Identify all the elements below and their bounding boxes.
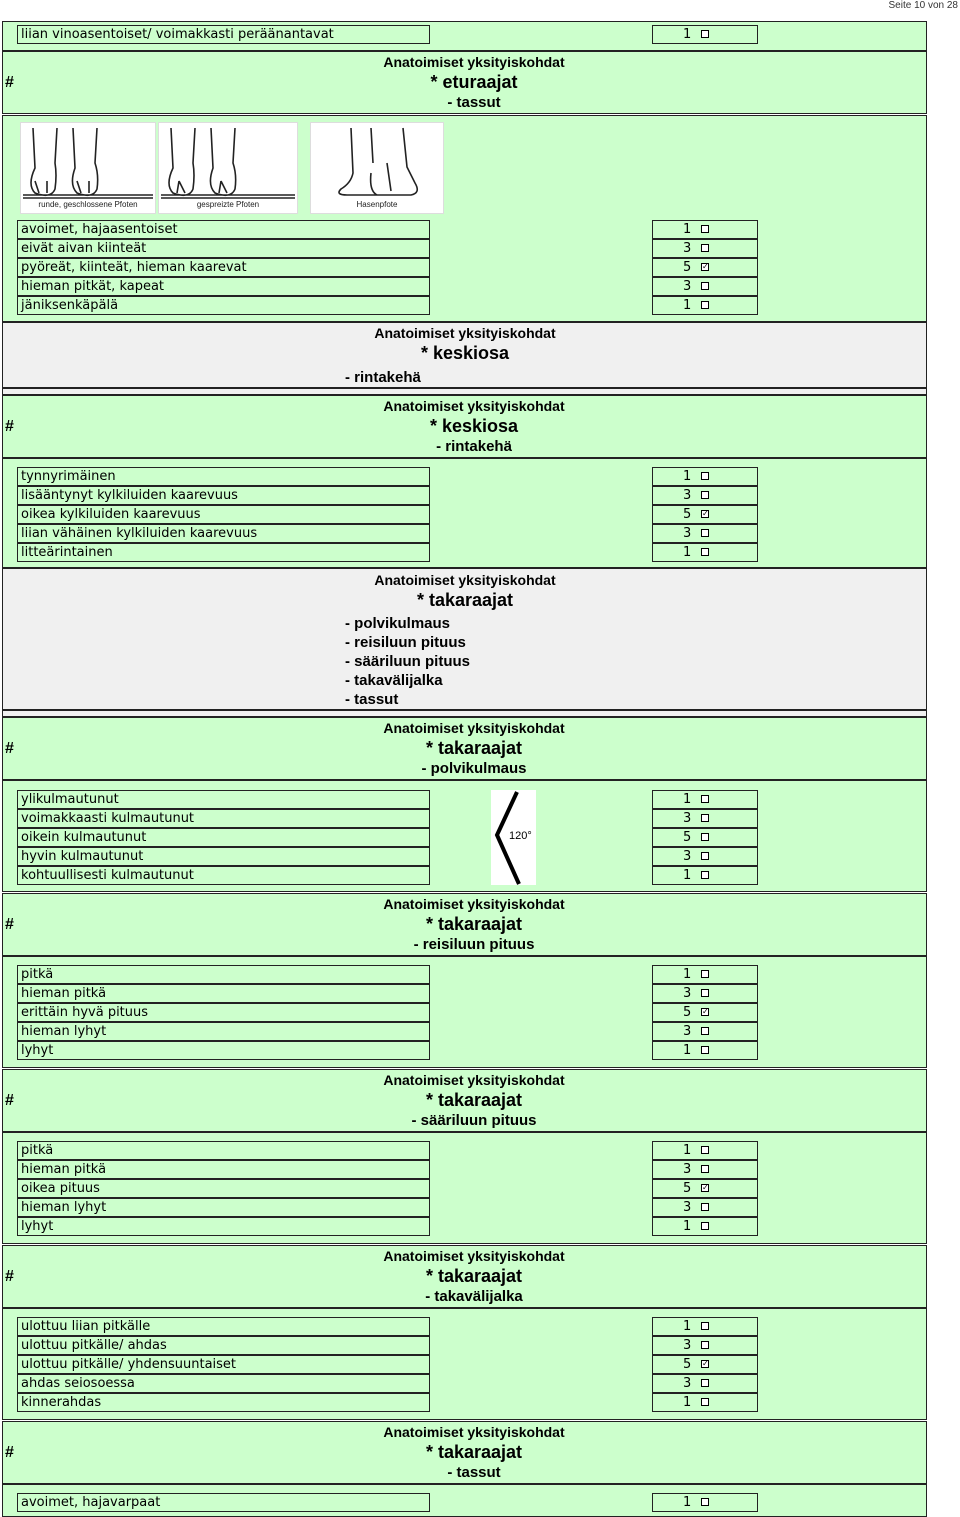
option-label: lyhyt bbox=[17, 1217, 430, 1236]
gray-list-item: - rintakehä bbox=[345, 369, 421, 386]
section-subheading: - tassut bbox=[447, 1464, 501, 1481]
score-cell[interactable] bbox=[652, 505, 758, 524]
section-header bbox=[324, 397, 624, 456]
score-cell[interactable] bbox=[652, 1317, 758, 1336]
option-row bbox=[17, 866, 758, 885]
gray-main-heading: * keskiosa bbox=[420, 343, 510, 363]
score-checkbox[interactable] bbox=[701, 491, 709, 499]
option-label: ulottuu liian pitkälle bbox=[17, 1317, 430, 1336]
option-label: ylikulmautunut bbox=[17, 790, 430, 809]
section-title: Anatoimiset yksityiskohdat bbox=[383, 1248, 565, 1264]
option-label: hieman lyhyt bbox=[17, 1198, 430, 1217]
score-value: 5 bbox=[683, 1357, 692, 1372]
option-row bbox=[17, 258, 758, 277]
score-checkbox[interactable] bbox=[701, 225, 709, 233]
score-value: 3 bbox=[683, 526, 692, 541]
option-row bbox=[17, 984, 758, 1003]
paw-image-hare bbox=[310, 122, 444, 214]
option-label: oikein kulmautunut bbox=[17, 828, 430, 847]
score-cell[interactable] bbox=[652, 1355, 758, 1374]
score-checkbox[interactable] bbox=[701, 1498, 709, 1506]
score-cell[interactable] bbox=[652, 277, 758, 296]
option-row bbox=[17, 467, 758, 486]
option-label: voimakkaasti kulmautunut bbox=[17, 809, 430, 828]
option-row bbox=[17, 1493, 758, 1512]
score-cell[interactable] bbox=[652, 1041, 758, 1060]
score-cell[interactable] bbox=[652, 809, 758, 828]
score-value: 3 bbox=[683, 1162, 692, 1177]
option-label: lisääntynyt kylkiluiden kaarevuus bbox=[17, 486, 430, 505]
option-label: lyhyt bbox=[17, 1041, 430, 1060]
section-header bbox=[324, 719, 624, 778]
score-value: 1 bbox=[683, 967, 692, 982]
gray-title bbox=[315, 571, 615, 611]
score-value: 1 bbox=[683, 545, 692, 560]
score-value: 5 bbox=[683, 260, 692, 275]
gray-divider bbox=[2, 388, 927, 395]
section-subheading: - reisiluun pituus bbox=[413, 936, 535, 953]
score-cell[interactable] bbox=[652, 790, 758, 809]
gray-main-heading: * takaraajat bbox=[416, 590, 514, 610]
option-row bbox=[17, 25, 758, 44]
option-label: pitkä bbox=[17, 965, 430, 984]
score-checkbox[interactable] bbox=[701, 1046, 709, 1054]
checked-checkbox[interactable]: ✓ bbox=[702, 1183, 709, 1192]
option-label: avoimet, hajavarpaat bbox=[17, 1493, 430, 1512]
score-value: 5 bbox=[683, 830, 692, 845]
section-subheading: - sääriluun pituus bbox=[411, 1112, 537, 1129]
option-label: liian vähäinen kylkiluiden kaarevuus bbox=[17, 524, 430, 543]
option-row bbox=[17, 505, 758, 524]
score-cell[interactable] bbox=[652, 1217, 758, 1236]
score-checkbox[interactable] bbox=[701, 1379, 709, 1387]
gray-divider bbox=[2, 710, 927, 717]
section-header bbox=[324, 895, 624, 954]
section-header bbox=[324, 53, 624, 112]
score-value: 5 bbox=[683, 1005, 692, 1020]
score-value: 5 bbox=[683, 507, 692, 522]
score-cell[interactable] bbox=[652, 1374, 758, 1393]
score-value: 3 bbox=[683, 279, 692, 294]
section-main-heading: * takaraajat bbox=[425, 738, 523, 758]
option-row bbox=[17, 486, 758, 505]
option-label: oikea kylkiluiden kaarevuus bbox=[17, 505, 430, 524]
score-cell[interactable] bbox=[652, 1198, 758, 1217]
score-value: 5 bbox=[683, 1181, 692, 1196]
score-checkbox[interactable] bbox=[701, 30, 709, 38]
score-value: 1 bbox=[683, 1319, 692, 1334]
option-label: jäniksenkäpälä bbox=[17, 296, 430, 315]
section-header bbox=[324, 1071, 624, 1130]
hash-mark: # bbox=[5, 418, 14, 435]
score-checkbox[interactable] bbox=[701, 814, 709, 822]
score-value: 1 bbox=[683, 1495, 692, 1510]
section-main-heading: * takaraajat bbox=[425, 1266, 523, 1286]
paw-image-spread-caption: gespreizte Pfoten bbox=[196, 200, 260, 209]
hash-mark: # bbox=[5, 74, 14, 91]
option-row bbox=[17, 524, 758, 543]
option-row bbox=[17, 847, 758, 866]
option-row bbox=[17, 1022, 758, 1041]
score-value: 1 bbox=[683, 792, 692, 807]
option-row bbox=[17, 1160, 758, 1179]
option-row bbox=[17, 828, 758, 847]
checked-checkbox[interactable]: ✓ bbox=[702, 509, 709, 518]
score-value: 3 bbox=[683, 1338, 692, 1353]
section-title: Anatoimiset yksityiskohdat bbox=[383, 1424, 565, 1440]
score-checkbox[interactable] bbox=[701, 989, 709, 997]
score-value: 1 bbox=[683, 469, 692, 484]
score-cell[interactable] bbox=[652, 1179, 758, 1198]
score-cell[interactable] bbox=[652, 239, 758, 258]
option-label: ahdas seiosoessa bbox=[17, 1374, 430, 1393]
score-cell[interactable] bbox=[652, 1003, 758, 1022]
option-row bbox=[17, 790, 758, 809]
score-checkbox[interactable] bbox=[701, 1341, 709, 1349]
option-label: erittäin hyvä pituus bbox=[17, 1003, 430, 1022]
option-label: avoimet, hajaasentoiset bbox=[17, 220, 430, 239]
option-row bbox=[17, 965, 758, 984]
hash-mark: # bbox=[5, 1444, 14, 1461]
option-row bbox=[17, 220, 758, 239]
score-checkbox[interactable] bbox=[701, 1165, 709, 1173]
score-cell[interactable] bbox=[652, 1393, 758, 1412]
option-row bbox=[17, 239, 758, 258]
score-value: 1 bbox=[683, 1219, 692, 1234]
score-checkbox[interactable] bbox=[701, 970, 709, 978]
gray-title-text: Anatoimiset yksityiskohdat bbox=[374, 572, 556, 588]
score-checkbox[interactable] bbox=[701, 795, 709, 803]
option-label: kinnerahdas bbox=[17, 1393, 430, 1412]
option-row bbox=[17, 543, 758, 562]
paw-image-spread bbox=[158, 122, 298, 214]
option-label: tynnyrimäinen bbox=[17, 467, 430, 486]
score-cell[interactable] bbox=[652, 984, 758, 1003]
score-cell[interactable] bbox=[652, 467, 758, 486]
gray-list-item: - sääriluun pituus bbox=[345, 653, 471, 670]
score-value: 3 bbox=[683, 849, 692, 864]
score-cell[interactable] bbox=[652, 828, 758, 847]
score-cell[interactable] bbox=[652, 965, 758, 984]
score-value: 3 bbox=[683, 811, 692, 826]
option-row bbox=[17, 277, 758, 296]
score-value: 3 bbox=[683, 1376, 692, 1391]
score-checkbox[interactable] bbox=[701, 244, 709, 252]
option-label: litteärintainen bbox=[17, 543, 430, 562]
score-cell[interactable] bbox=[652, 296, 758, 315]
paw-image-spread-drawing bbox=[159, 123, 299, 199]
option-row bbox=[17, 1217, 758, 1236]
section-header bbox=[324, 1423, 624, 1482]
score-checkbox[interactable] bbox=[701, 301, 709, 309]
score-checkbox[interactable] bbox=[701, 1222, 709, 1230]
option-row bbox=[17, 1003, 758, 1022]
section-title: Anatoimiset yksityiskohdat bbox=[383, 1072, 565, 1088]
score-checkbox[interactable] bbox=[701, 852, 709, 860]
paw-image-round-caption: runde, geschlossene Pfoten bbox=[38, 200, 138, 209]
section-main-heading: * keskiosa bbox=[429, 416, 519, 436]
section-title: Anatoimiset yksityiskohdat bbox=[383, 720, 565, 736]
option-label: pitkä bbox=[17, 1141, 430, 1160]
option-label: oikea pituus bbox=[17, 1179, 430, 1198]
score-value: 3 bbox=[683, 1200, 692, 1215]
section-subheading: - rintakehä bbox=[436, 438, 512, 455]
section-title: Anatoimiset yksityiskohdat bbox=[383, 398, 565, 414]
option-label: hyvin kulmautunut bbox=[17, 847, 430, 866]
checked-checkbox[interactable]: ✓ bbox=[702, 1007, 709, 1016]
gray-title-text: Anatoimiset yksityiskohdat bbox=[374, 325, 556, 341]
option-label: ulottuu pitkälle/ yhdensuuntaiset bbox=[17, 1355, 430, 1374]
score-value: 1 bbox=[683, 868, 692, 883]
section-title: Anatoimiset yksityiskohdat bbox=[383, 896, 565, 912]
score-checkbox[interactable] bbox=[701, 1027, 709, 1035]
score-cell[interactable] bbox=[652, 1141, 758, 1160]
score-value: 1 bbox=[683, 298, 692, 313]
paw-image-hare-caption: Hasenpfote bbox=[356, 200, 398, 209]
score-checkbox[interactable] bbox=[701, 282, 709, 290]
option-label: hieman pitkä bbox=[17, 1160, 430, 1179]
score-checkbox[interactable] bbox=[701, 833, 709, 841]
gray-list-item: - tassut bbox=[345, 691, 399, 708]
score-cell[interactable] bbox=[652, 1160, 758, 1179]
score-checkbox[interactable] bbox=[701, 1398, 709, 1406]
score-cell[interactable] bbox=[652, 543, 758, 562]
score-value: 3 bbox=[683, 488, 692, 503]
gray-list-item: - polvikulmaus bbox=[345, 615, 451, 632]
score-value: 1 bbox=[683, 27, 692, 42]
hash-mark: # bbox=[5, 1268, 14, 1285]
option-label: hieman pitkä bbox=[17, 984, 430, 1003]
hash-mark: # bbox=[5, 740, 14, 757]
option-row bbox=[17, 1336, 758, 1355]
score-cell[interactable] bbox=[652, 258, 758, 277]
score-checkbox[interactable] bbox=[701, 548, 709, 556]
score-cell[interactable] bbox=[652, 866, 758, 885]
option-label: hieman pitkät, kapeat bbox=[17, 277, 430, 296]
paw-image-round bbox=[20, 122, 156, 214]
option-label: liian vinoasentoiset/ voimakkasti peräänantavat bbox=[17, 25, 430, 44]
section-subheading: - polvikulmaus bbox=[421, 760, 527, 777]
section-main-heading: * takaraajat bbox=[425, 1442, 523, 1462]
option-label: eivät aivan kiinteät bbox=[17, 239, 430, 258]
score-value: 3 bbox=[683, 1024, 692, 1039]
score-value: 1 bbox=[683, 222, 692, 237]
option-label: pyöreät, kiinteät, hieman kaarevat bbox=[17, 258, 430, 277]
gray-list-item: - reisiluun pituus bbox=[345, 634, 466, 651]
option-row bbox=[17, 1374, 758, 1393]
section-subheading: - tassut bbox=[447, 94, 501, 111]
score-value: 3 bbox=[683, 986, 692, 1001]
option-label: ulottuu pitkälle/ ahdas bbox=[17, 1336, 430, 1355]
section-header bbox=[324, 1247, 624, 1306]
section-subheading: - takavälijalka bbox=[425, 1288, 523, 1305]
hash-mark: # bbox=[5, 1092, 14, 1109]
paw-image-hare-drawing bbox=[311, 123, 445, 199]
score-cell[interactable] bbox=[652, 1493, 758, 1512]
score-cell[interactable] bbox=[652, 220, 758, 239]
score-value: 1 bbox=[683, 1395, 692, 1410]
section-main-heading: * eturaajat bbox=[430, 72, 518, 92]
checked-checkbox[interactable]: ✓ bbox=[702, 1359, 709, 1368]
score-cell[interactable] bbox=[652, 524, 758, 543]
hash-mark: # bbox=[5, 916, 14, 933]
score-checkbox[interactable] bbox=[701, 529, 709, 537]
knee-angle-image bbox=[491, 790, 536, 885]
gray-title bbox=[315, 324, 615, 364]
score-cell[interactable] bbox=[652, 847, 758, 866]
score-checkbox[interactable] bbox=[701, 1322, 709, 1330]
section-main-heading: * takaraajat bbox=[425, 914, 523, 934]
score-cell[interactable] bbox=[652, 25, 758, 44]
option-row bbox=[17, 296, 758, 315]
option-row bbox=[17, 809, 758, 828]
option-row bbox=[17, 1141, 758, 1160]
score-cell[interactable] bbox=[652, 1336, 758, 1355]
section-title: Anatoimiset yksityiskohdat bbox=[383, 54, 565, 70]
angle-label: 120° bbox=[509, 830, 532, 842]
score-checkbox[interactable] bbox=[701, 1146, 709, 1154]
score-value: 1 bbox=[683, 1143, 692, 1158]
option-row bbox=[17, 1317, 758, 1336]
option-row bbox=[17, 1041, 758, 1060]
gray-list-item: - takavälijalka bbox=[345, 672, 443, 689]
option-row bbox=[17, 1393, 758, 1412]
option-row bbox=[17, 1179, 758, 1198]
score-cell[interactable] bbox=[652, 1022, 758, 1041]
score-cell[interactable] bbox=[652, 486, 758, 505]
checked-checkbox[interactable]: ✓ bbox=[702, 262, 709, 271]
option-label: kohtuullisesti kulmautunut bbox=[17, 866, 430, 885]
score-checkbox[interactable] bbox=[701, 1203, 709, 1211]
score-checkbox[interactable] bbox=[701, 871, 709, 879]
page-number: Seite 10 von 28 bbox=[888, 0, 958, 11]
score-value: 3 bbox=[683, 241, 692, 256]
paw-image-round-drawing bbox=[21, 123, 157, 199]
option-row bbox=[17, 1355, 758, 1374]
section-main-heading: * takaraajat bbox=[425, 1090, 523, 1110]
option-row bbox=[17, 1198, 758, 1217]
score-checkbox[interactable] bbox=[701, 472, 709, 480]
option-label: hieman lyhyt bbox=[17, 1022, 430, 1041]
score-value: 1 bbox=[683, 1043, 692, 1058]
